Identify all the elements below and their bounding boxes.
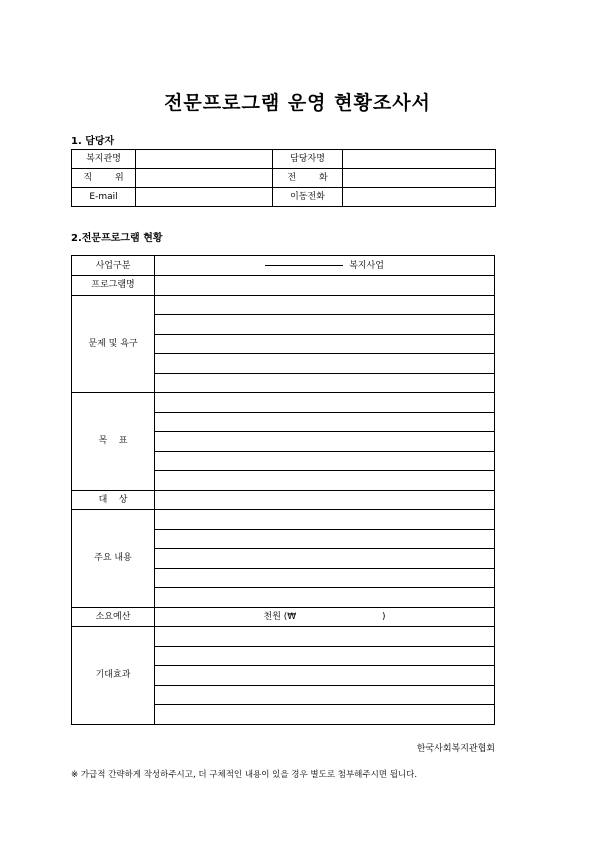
page-title: 전문프로그램 운영 현황조사서 — [164, 92, 431, 114]
organization-name: 한국사회복지관협회 — [416, 744, 495, 754]
field-effect-line[interactable] — [155, 646, 495, 666]
field-email[interactable] — [136, 188, 273, 207]
field-goal-line[interactable] — [155, 393, 495, 413]
field-business-type[interactable] — [155, 256, 495, 276]
business-type-blank[interactable] — [265, 256, 343, 266]
field-effect-line[interactable] — [155, 685, 495, 705]
footer-note: ※ 가급적 간략하게 작성하주시고, 더 구체적인 내용이 있을 경우 별도로 첨부해주시면 됩니다. — [71, 770, 418, 780]
field-content-line[interactable] — [155, 568, 495, 588]
label-position: 직 위 — [72, 169, 136, 188]
field-phone[interactable] — [343, 169, 496, 188]
field-welfare-center[interactable] — [136, 150, 273, 169]
label-business-type: 사업구분 — [72, 256, 155, 276]
label-goal: 목 표 — [72, 393, 155, 491]
field-program-name[interactable] — [155, 276, 495, 296]
manager-table — [71, 149, 496, 207]
field-content-line[interactable] — [155, 529, 495, 549]
field-effect-line[interactable] — [155, 627, 495, 647]
field-goal-line[interactable] — [155, 412, 495, 432]
label-problem: 문제 및 욕구 — [72, 295, 155, 393]
field-goal-line[interactable] — [155, 432, 495, 452]
field-target[interactable] — [155, 490, 495, 510]
label-welfare-center: 복지관명 — [72, 150, 136, 169]
label-program-name: 프로그램명 — [72, 276, 155, 296]
label-budget: 소요예산 — [72, 607, 155, 627]
label-effect: 기대효과 — [72, 627, 155, 725]
field-problem-line[interactable] — [155, 354, 495, 374]
field-effect-line[interactable] — [155, 666, 495, 686]
label-phone: 전 화 — [273, 169, 343, 188]
field-position[interactable] — [136, 169, 273, 188]
field-goal-line[interactable] — [155, 451, 495, 471]
field-goal-line[interactable] — [155, 471, 495, 491]
field-content-line[interactable] — [155, 549, 495, 569]
field-problem-line[interactable] — [155, 315, 495, 335]
field-content-line[interactable] — [155, 588, 495, 608]
label-manager-name: 담당자명 — [273, 150, 343, 169]
field-mobile[interactable] — [343, 188, 496, 207]
label-mobile: 이동전화 — [273, 188, 343, 207]
field-problem-line[interactable] — [155, 334, 495, 354]
field-manager-name[interactable] — [343, 150, 496, 169]
label-email: E-mail — [72, 188, 136, 207]
field-budget[interactable]: 천원 (₩ ) — [155, 607, 495, 627]
field-problem-line[interactable] — [155, 295, 495, 315]
business-type-suffix: 복지사업 — [349, 261, 384, 271]
label-target: 대 상 — [72, 490, 155, 510]
label-content: 주요 내용 — [72, 510, 155, 608]
section-heading-program: 2.전문프로그램 현황 — [71, 233, 163, 244]
program-table — [71, 255, 495, 725]
field-problem-line[interactable] — [155, 373, 495, 393]
section-heading-manager: 1. 담당자 — [71, 136, 115, 147]
field-content-line[interactable] — [155, 510, 495, 530]
field-effect-line[interactable] — [155, 705, 495, 725]
